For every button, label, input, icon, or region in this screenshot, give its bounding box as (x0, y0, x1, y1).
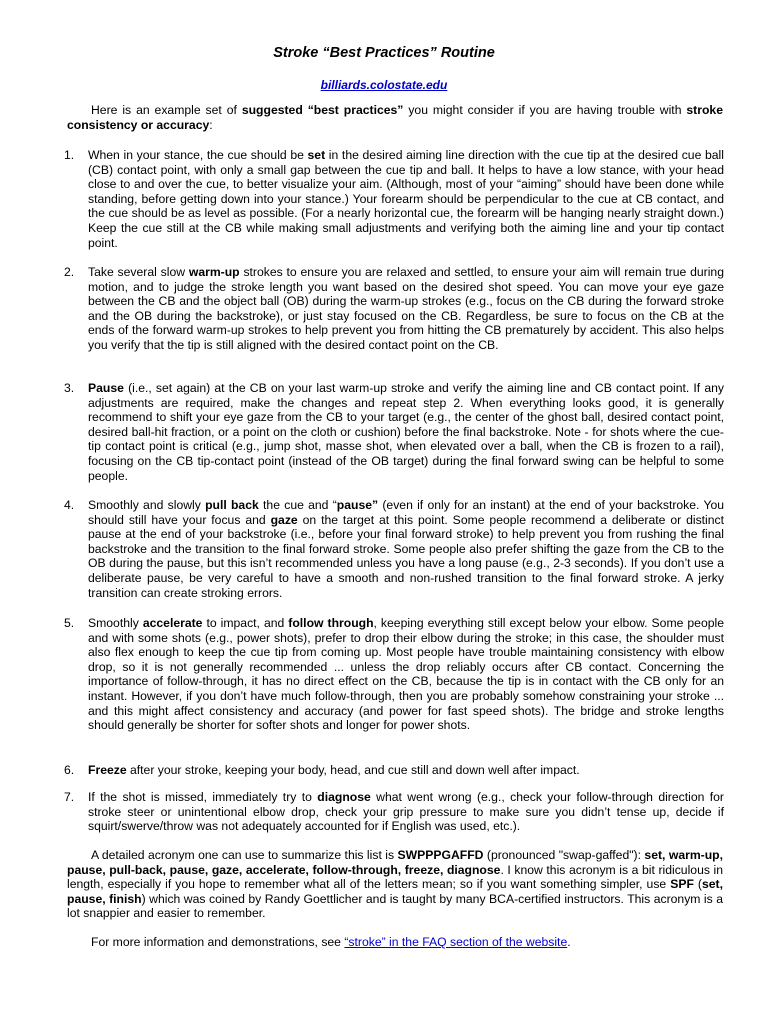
intro-paragraph: Here is an example set of suggested “best practices” you might consider if you are having trouble with stroke consistency or accuracy: (67, 103, 723, 132)
list-item: 2. Take several slow warm-up strokes to ensure you are relaxed and settled, to ensure your aim will remain true during motion, and to judge the stroke length you want based on the desired shot speed. You can move your eye gaze between the CB and the object ball (OB) during the warm-up strokes (e.g., focus on the CB during the forward stroke and the OB during the backstroke), or just stay focused on the CB. Regardless, be sure to focus on the CB at the ends of the forward warm-up strokes to help prevent you from hitting the CB prematurely by accident. This also helps you verify that the tip is still aligned with the desired contact point on the CB. (64, 265, 724, 352)
list-item: 7. If the shot is missed, immediately try to diagnose what went wrong (e.g., check your follow-through direction for stroke steer or unintentional elbow drop, check your grip pressure to make sure you didn’t tense up, decide if squirt/swerve/throw was not adequately accounted for if English was used, etc.). (64, 790, 724, 834)
source-link[interactable]: billiards.colostate.edu (320, 78, 448, 92)
item-number: 3. (64, 381, 75, 395)
list-item: 3. Pause (i.e., set again) at the CB on your last warm-up stroke and verify the aiming line and CB contact point. If any adjustments are required, make the changes and repeat step 2. When everything looks good, it is generally recommend to shift your eye gaze from the CB to your target (e.g., the center of the ghost ball, desired contact point, desired ball-hit fraction, or a point on the cloth or cushion) before the final backstroke. Note - for shots where the cue-tip contact point is critical (e.g., jump shot, masse shot, when elevated over a ball, when the CB is frozen to a rail), focusing on the CB tip-contact point (instead of the OB target) during the final forward swing can be helpful to some people. (64, 381, 724, 483)
item-number: 6. (64, 763, 75, 777)
acronym-paragraph: A detailed acronym one can use to summarize this list is SWPPPGAFFD (pronounced "swap-gaffed"): set, warm-up, pause, pull-back, pause, gaze, accelerate, follow-through, freeze, diagnose. I know this acronym is a bit ridiculous in length, especially if you hope to remember what all of the letters mean; so if you want something simpler, use SPF (set, pause, finish) which was coined by Randy Goettlicher and is taught by many BCA-certified instructors. This acronym is a lot snappier and easier to remember. (67, 848, 724, 921)
list-item: 5. Smoothly accelerate to impact, and follow through, keeping everything still except below your elbow. Some people and with some shots (e.g., power shots), prefer to drop their elbow during the stroke; in this case, the shoulder must also flex enough to keep the cue tip from coming up. Most people have trouble maintaining consistency with elbow drop, so it is not generally recommended ... unless the drop reliably occurs after CB contact. Concerning the importance of follow-through, it has no direct effect on the CB, because the tip is in contact with the CB only for an instant. However, if you don’t have much follow-through, then you are probably somehow constraining your stroke ... and this might affect consistency and accuracy (and power for fast speed shots). The bridge and stroke lengths should generally be shorter for softer shots and longer for power shots. (64, 616, 724, 733)
list-item: 6. Freeze after your stroke, keeping your body, head, and cue still and down well after impact. (64, 763, 580, 777)
list-item: 1. When in your stance, the cue should be set in the desired aiming line direction with the cue tip at the desired cue ball (CB) contact point, with only a small gap between the cue tip and ball. It helps to have a low stance, with your head close to and over the cue, to better visualize your aim. (Although, most of your “aiming” should have been done while standing, before getting down into your stance.) Your forearm should be perpendicular to the cue at CB contact, and the cue should be as level as possible. (For a nearly horizontal cue, the forearm will be hanging nearly straight down.) Keep the cue still at the CB while making small adjustments and verifying both the aiming line and your tip contact point. (64, 148, 724, 250)
page-title: Stroke “Best Practices” Routine (273, 45, 495, 61)
more-info-paragraph: For more information and demonstrations, see “stroke” in the FAQ section of the website. (91, 935, 571, 949)
list-item: 4. Smoothly and slowly pull back the cue and “pause” (even if only for an instant) at the end of your backstroke. You should still have your focus and gaze on the target at this point. Some people recommend a deliberate or distinct pause at the end of your backstroke (i.e., before your final forward stroke) to help prevent you from rushing the final backstroke and the transition to the final forward stroke. Some people also prefer shifting the gaze from the CB to the OB during the pause, but this isn’t recommended unless you have a long pause (e.g., 2-3 seconds). If you don’t use a deliberate pause, be very careful to have a smooth and non-rushed transition to the final forward stroke. A jerky transition can create stroking errors. (64, 498, 725, 600)
faq-link[interactable]: “stroke” in the FAQ section of the website (344, 935, 568, 949)
item-number: 2. (64, 265, 75, 279)
item-number: 7. (64, 790, 75, 804)
item-number: 5. (64, 616, 75, 630)
item-number: 4. (64, 498, 75, 512)
item-number: 1. (64, 148, 75, 162)
